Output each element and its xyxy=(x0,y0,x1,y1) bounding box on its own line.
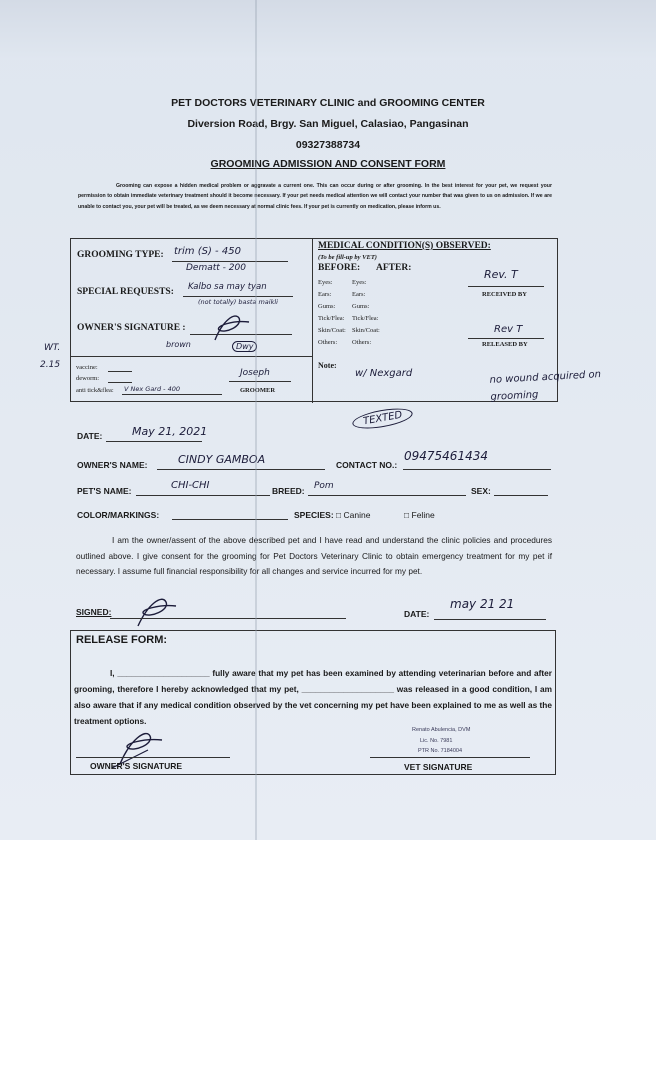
after-gums: Gums: xyxy=(352,303,370,310)
species-feline-option[interactable] xyxy=(404,510,435,520)
before-tick-flea: Tick/Flea: xyxy=(318,315,345,322)
contact-value: 09475461434 xyxy=(404,449,488,463)
special-requests-line xyxy=(183,296,293,297)
consent-paragraph: I am the owner/assent of the above described pet and I have read and understand the clinic policies and procedures outlined above. I give consent for the grooming for Pet Doctors Veterinary Clinic to obtain emergency treatment for my pet if necessary. I assume full financial responsibility for all changes and service incurred for my pet. xyxy=(76,535,552,577)
release-title: RELEASE FORM: xyxy=(76,634,168,646)
note-label: Note: xyxy=(318,361,337,370)
date-value: May 21, 2021 xyxy=(132,425,208,438)
box-divider xyxy=(312,239,313,403)
release-paragraph: I, ____________________ fully aware that my pet has been examined by attending veterinarian before and after grooming, therefore I hereby acknowledged that my pet, ____________________ was released in a good condition, I am also aware that if any medical condition observed by the vet concerning my pet have been explained to me as well as the treatment options. xyxy=(74,668,552,726)
vaccine-line xyxy=(108,371,132,372)
signed-label: SIGNED: xyxy=(76,607,112,617)
contact-label: CONTACT NO.: xyxy=(336,460,398,470)
vet-sig-label: VET SIGNATURE xyxy=(404,762,473,772)
deworm-line xyxy=(108,382,132,383)
received-by-label: RECEIVED BY xyxy=(482,291,527,298)
release-owner-sig-label: OWNER'S SIGNATURE xyxy=(90,761,183,771)
owner-name-value: CINDY GAMBOA xyxy=(178,453,266,466)
anti-tick-label: anti tick&flea: xyxy=(76,387,114,394)
owner-signature-label: OWNER'S SIGNATURE : xyxy=(77,323,186,333)
after-others: Others: xyxy=(352,339,372,346)
special-requests-value-2: (not totally) basta maikli xyxy=(198,298,278,306)
breed-value: Pom xyxy=(314,481,334,491)
after-label: AFTER: xyxy=(376,263,412,273)
groomer-label: GROOMER xyxy=(240,387,276,394)
form-title: GROOMING ADMISSION AND CONSENT FORM xyxy=(210,158,446,170)
before-others: Others: xyxy=(318,339,338,346)
received-by-value: Rev. T xyxy=(484,268,518,281)
vet-signature-line xyxy=(370,757,530,758)
groomer-name: Joseph xyxy=(240,368,270,378)
note-value: w/ Nexgard xyxy=(355,368,413,379)
grooming-box xyxy=(70,238,558,402)
released-by-line xyxy=(468,338,544,339)
after-skin-coat: Skin/Coat: xyxy=(352,327,380,334)
vet-stamp-ptr: PTR No. 7184004 xyxy=(418,748,463,754)
before-gums: Gums: xyxy=(318,303,336,310)
pet-name-label: PET'S NAME: xyxy=(77,486,132,496)
vet-stamp-lic: Lic. No. 7981 xyxy=(420,738,453,744)
texted-note: TEXTED xyxy=(351,405,414,432)
owner-note-circled: Dwy xyxy=(232,341,257,352)
date-line xyxy=(106,441,202,442)
clinic-phone: 09327388734 xyxy=(295,139,361,151)
owner-name-label: OWNER'S NAME: xyxy=(77,460,148,470)
species-canine-option[interactable] xyxy=(336,510,370,520)
intro-paragraph: Grooming can expose a hidden medical problem or aggravate a current one. This can occur during or after grooming. In the best interest for your pet, we request your permission to obtain immediate veterinary treatment should it become necessary. If your pet needs medical attention we will contact your number that was given to us on admission. If we are unable to contact you, your pet will be treated, as we deem necessary at normal clinic fees. If your pet is currently on medication, please inform us. xyxy=(78,183,552,210)
received-by-line xyxy=(468,286,544,287)
note-outside: no wound acquired on grooming xyxy=(489,369,602,403)
before-ears: Ears: xyxy=(318,291,332,298)
release-owner-line xyxy=(76,757,230,758)
after-eyes: Eyes: xyxy=(352,279,367,286)
date-label: DATE: xyxy=(77,431,103,441)
signed-scribble xyxy=(126,592,186,630)
breed-label: BREED: xyxy=(272,486,305,496)
vet-stamp-name: Renato Abulencia, DVM xyxy=(412,727,471,733)
clinic-name: PET DOCTORS VETERINARY CLINIC and GROOMING CENTER xyxy=(171,97,485,109)
special-requests-label: SPECIAL REQUESTS: xyxy=(77,287,174,297)
weight-label: WT. xyxy=(44,343,61,353)
signed-date-line xyxy=(434,619,546,620)
clinic-address: Diversion Road, Brgy. San Miguel, Calasiao, Pangasinan xyxy=(187,118,469,130)
anti-tick-value: V Nex Gard - 400 xyxy=(124,385,180,393)
canine-checkbox[interactable]: □ xyxy=(336,510,342,520)
box-hline xyxy=(71,356,312,357)
medical-condition-title: MEDICAL CONDITION(S) OBSERVED: xyxy=(318,241,491,251)
sex-line xyxy=(494,495,548,496)
groomer-line xyxy=(229,381,291,382)
after-tick-flea: Tick/Flea: xyxy=(352,315,379,322)
deworm-label: deworm: xyxy=(76,375,100,382)
before-label: BEFORE: xyxy=(318,263,361,273)
color-markings-line xyxy=(172,519,288,520)
breed-line xyxy=(308,495,466,496)
signed-date-value: may 21 21 xyxy=(450,597,515,611)
canine-label: Canine xyxy=(343,510,371,520)
grooming-type-value-1: trim (S) - 450 xyxy=(174,246,241,257)
medical-condition-subtitle: (To be fill-up by VET) xyxy=(318,254,377,261)
signed-line xyxy=(110,618,346,619)
sex-label: SEX: xyxy=(471,486,491,496)
released-by-label: RELEASED BY xyxy=(482,341,528,348)
contact-line xyxy=(403,469,551,470)
signed-date-label: DATE: xyxy=(404,609,430,619)
after-ears: Ears: xyxy=(352,291,366,298)
grooming-type-value-2: Dematt - 200 xyxy=(186,263,246,273)
vaccine-label: vaccine: xyxy=(76,364,98,371)
special-requests-value-1: Kalbo sa may tyan xyxy=(188,282,267,292)
feline-checkbox[interactable]: □ xyxy=(404,510,410,520)
color-markings-label: COLOR/MARKINGS: xyxy=(77,510,160,520)
grooming-type-line xyxy=(172,261,288,262)
weight-value: 2.15 xyxy=(40,360,61,370)
species-label: SPECIES: xyxy=(294,510,334,520)
grooming-type-label: GROOMING TYPE: xyxy=(77,250,164,260)
owner-note-brown: brown xyxy=(166,340,191,349)
pet-name-line xyxy=(136,495,270,496)
anti-tick-line xyxy=(122,394,222,395)
released-by-value: Rev T xyxy=(494,324,523,335)
pet-name-value: CHI-CHI xyxy=(171,480,210,491)
before-skin-coat: Skin/Coat: xyxy=(318,327,346,334)
before-eyes: Eyes: xyxy=(318,279,333,286)
feline-label: Feline xyxy=(411,510,435,520)
owner-name-line xyxy=(157,469,325,470)
